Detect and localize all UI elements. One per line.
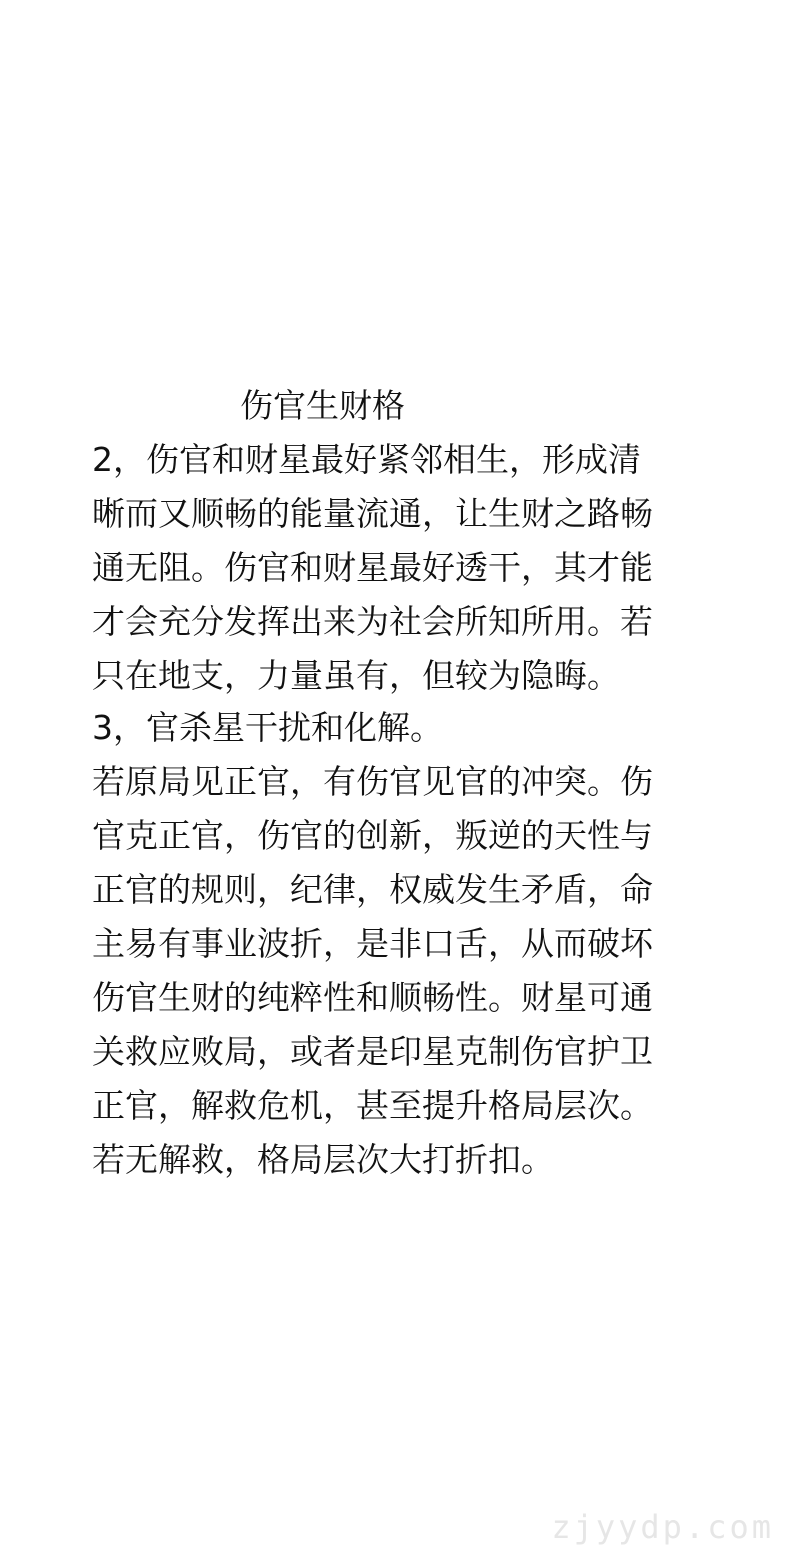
text-line: 2，伤官和财星最好紧邻相生，形成清 xyxy=(92,440,641,479)
text-line: 若无解救，格局层次大打折扣。 xyxy=(92,1140,554,1179)
text-line: 通无阻。伤官和财星最好透干，其才能 xyxy=(92,548,653,587)
text-line: 若原局见正官，有伤官见官的冲突。伤 xyxy=(92,762,653,801)
text-line: 只在地支，力量虽有，但较为隐晦。 xyxy=(92,656,620,695)
text-line: 晰而又顺畅的能量流通，让生财之路畅 xyxy=(92,494,653,533)
text-line: 主易有事业波折，是非口舌，从而破坏 xyxy=(92,924,653,963)
text-line: 伤官生财的纯粹性和顺畅性。财星可通 xyxy=(92,978,653,1017)
text-line: 官克正官，伤官的创新，叛逆的天性与 xyxy=(92,816,653,855)
page-title: 伤官生财格 xyxy=(240,386,405,425)
watermark: zjyydp.com xyxy=(551,1508,774,1546)
text-line: 正官，解救危机，甚至提升格局层次。 xyxy=(92,1086,653,1125)
text-line: 正官的规则，纪律，权威发生矛盾，命 xyxy=(92,870,653,909)
text-line: 3，官杀星干扰和化解。 xyxy=(92,708,443,747)
text-line: 关救应败局，或者是印星克制伤官护卫 xyxy=(92,1032,653,1071)
text-line: 才会充分发挥出来为社会所知所用。若 xyxy=(92,602,653,641)
